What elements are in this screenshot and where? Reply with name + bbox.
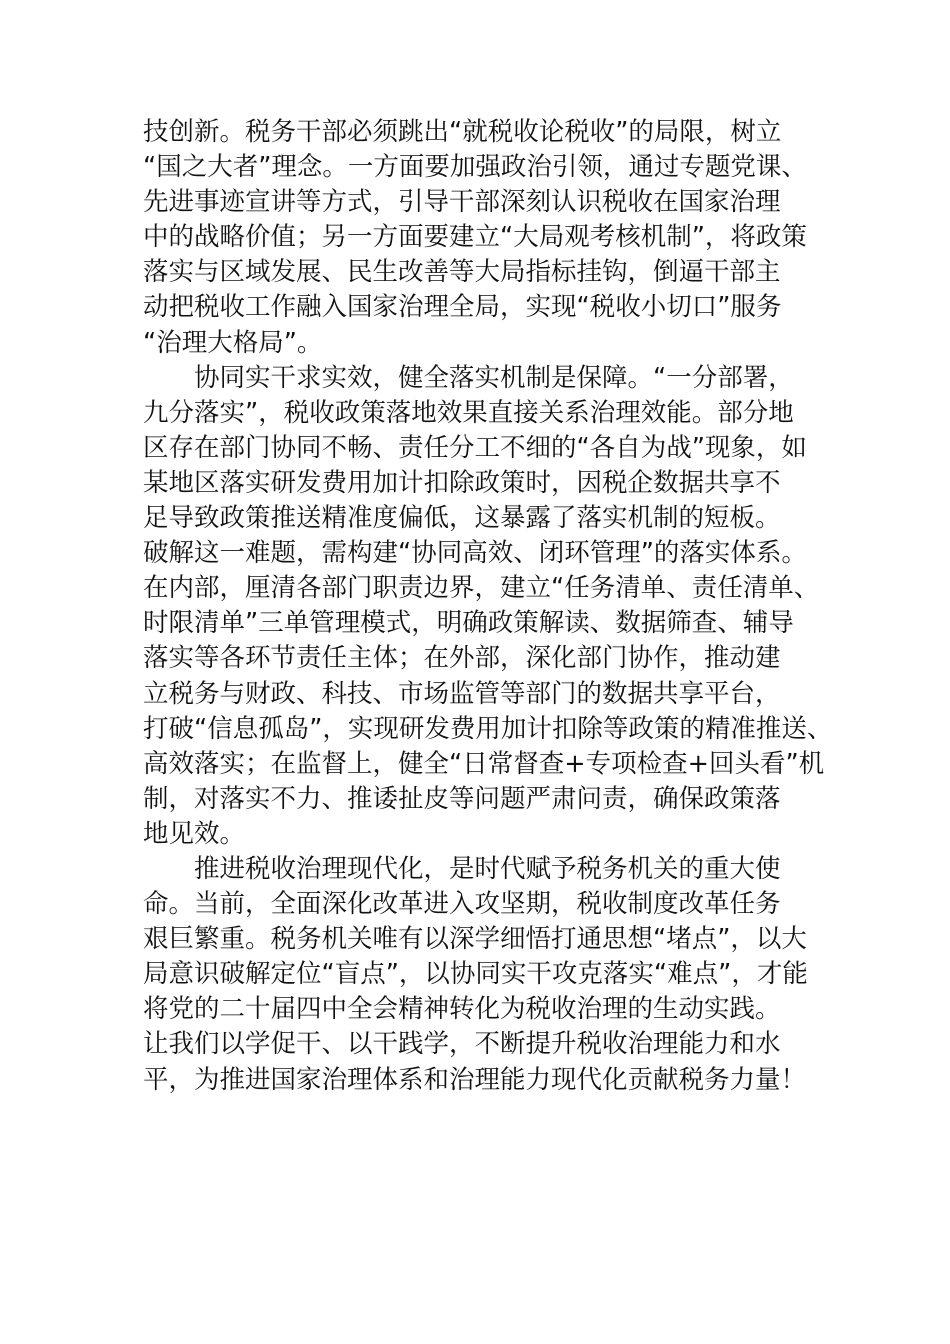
text-line: “治理大格局”。 bbox=[143, 327, 323, 358]
text-line: 某地区落实研发费用加计扣除政策时，因税企数据共享不 bbox=[143, 467, 781, 498]
text-line: 将党的二十届四中全会精神转化为税收治理的生动实践。 bbox=[143, 994, 781, 1025]
text-line: 中的战略价值；另一方面要建立“大局观考核机制”，将政策 bbox=[143, 222, 807, 253]
text-line: 先进事迹宣讲等方式，引导干部深刻认识税收在国家治理 bbox=[143, 187, 781, 218]
document-page bbox=[143, 115, 833, 1098]
text-line: 落实等各环节责任主体；在外部，深化部门协作，推动建 bbox=[143, 643, 781, 674]
text-line: 协同实干求实效，健全落实机制是保障。“一分部署， bbox=[194, 362, 794, 393]
text-line: 命。当前，全面深化改革进入攻坚期，税收制度改革任务 bbox=[143, 889, 781, 920]
text-line: 地见效。 bbox=[143, 818, 246, 849]
text-line: 九分落实”，税收政策落地效果直接关系治理效能。部分地 bbox=[143, 397, 794, 428]
text-line: 打破“信息孤岛”，实现研发费用加计扣除等政策的精准推送、 bbox=[143, 713, 833, 744]
text-line: 时限清单”三单管理模式，明确政策解读、数据筛查、辅导 bbox=[143, 608, 794, 639]
text-line: 平，为推进国家治理体系和治理能力现代化贡献税务力量！ bbox=[143, 1064, 807, 1095]
text-line: 落实与区域发展、民生改善等大局指标挂钩，倒逼干部主 bbox=[143, 257, 781, 288]
text-line: 立税务与财政、科技、市场监管等部门的数据共享平台， bbox=[143, 678, 781, 709]
text-line: 区存在部门协同不畅、责任分工不细的“各自为战”现象，如 bbox=[143, 432, 807, 463]
paragraph-3 bbox=[143, 852, 823, 1098]
text-line: 局意识破解定位“盲点”，以协同实干攻克落实“难点”，才能 bbox=[143, 959, 808, 990]
text-line: 动把税收工作融入国家治理全局，实现“税收小切口”服务 bbox=[143, 292, 782, 323]
text-line: 技创新。税务干部必须跳出“就税收论税收”的局限，树立 bbox=[143, 117, 782, 147]
text-line: 艰巨繁重。税务机关唯有以深学细悟打通思想“堵点”，以大 bbox=[143, 924, 807, 955]
paragraph-1 bbox=[143, 115, 823, 361]
paragraph-2 bbox=[143, 361, 833, 852]
text-line: 在内部，厘清各部门职责边界，建立“任务清单、责任清单、 bbox=[143, 573, 820, 604]
text-line: 让我们以学促干、以干践学，不断提升税收治理能力和水 bbox=[143, 1029, 781, 1060]
text-line: 制，对落实不力、推诿扯皮等问题严肃问责，确保政策落 bbox=[143, 783, 781, 814]
text-line: 破解这一难题，需构建“协同高效、闭环管理”的落实体系。 bbox=[143, 538, 807, 569]
text-line: 推进税收治理现代化，是时代赋予税务机关的重大使 bbox=[194, 853, 781, 884]
text-line: 足导致政策推送精准度偏低，这暴露了落实机制的短板。 bbox=[143, 503, 781, 534]
text-line: 高效落实；在监督上，健全“日常督查+专项检查+回头看”机 bbox=[143, 748, 825, 779]
text-line: “国之大者”理念。一方面要加强政治引领，通过专题党课、 bbox=[143, 152, 807, 183]
